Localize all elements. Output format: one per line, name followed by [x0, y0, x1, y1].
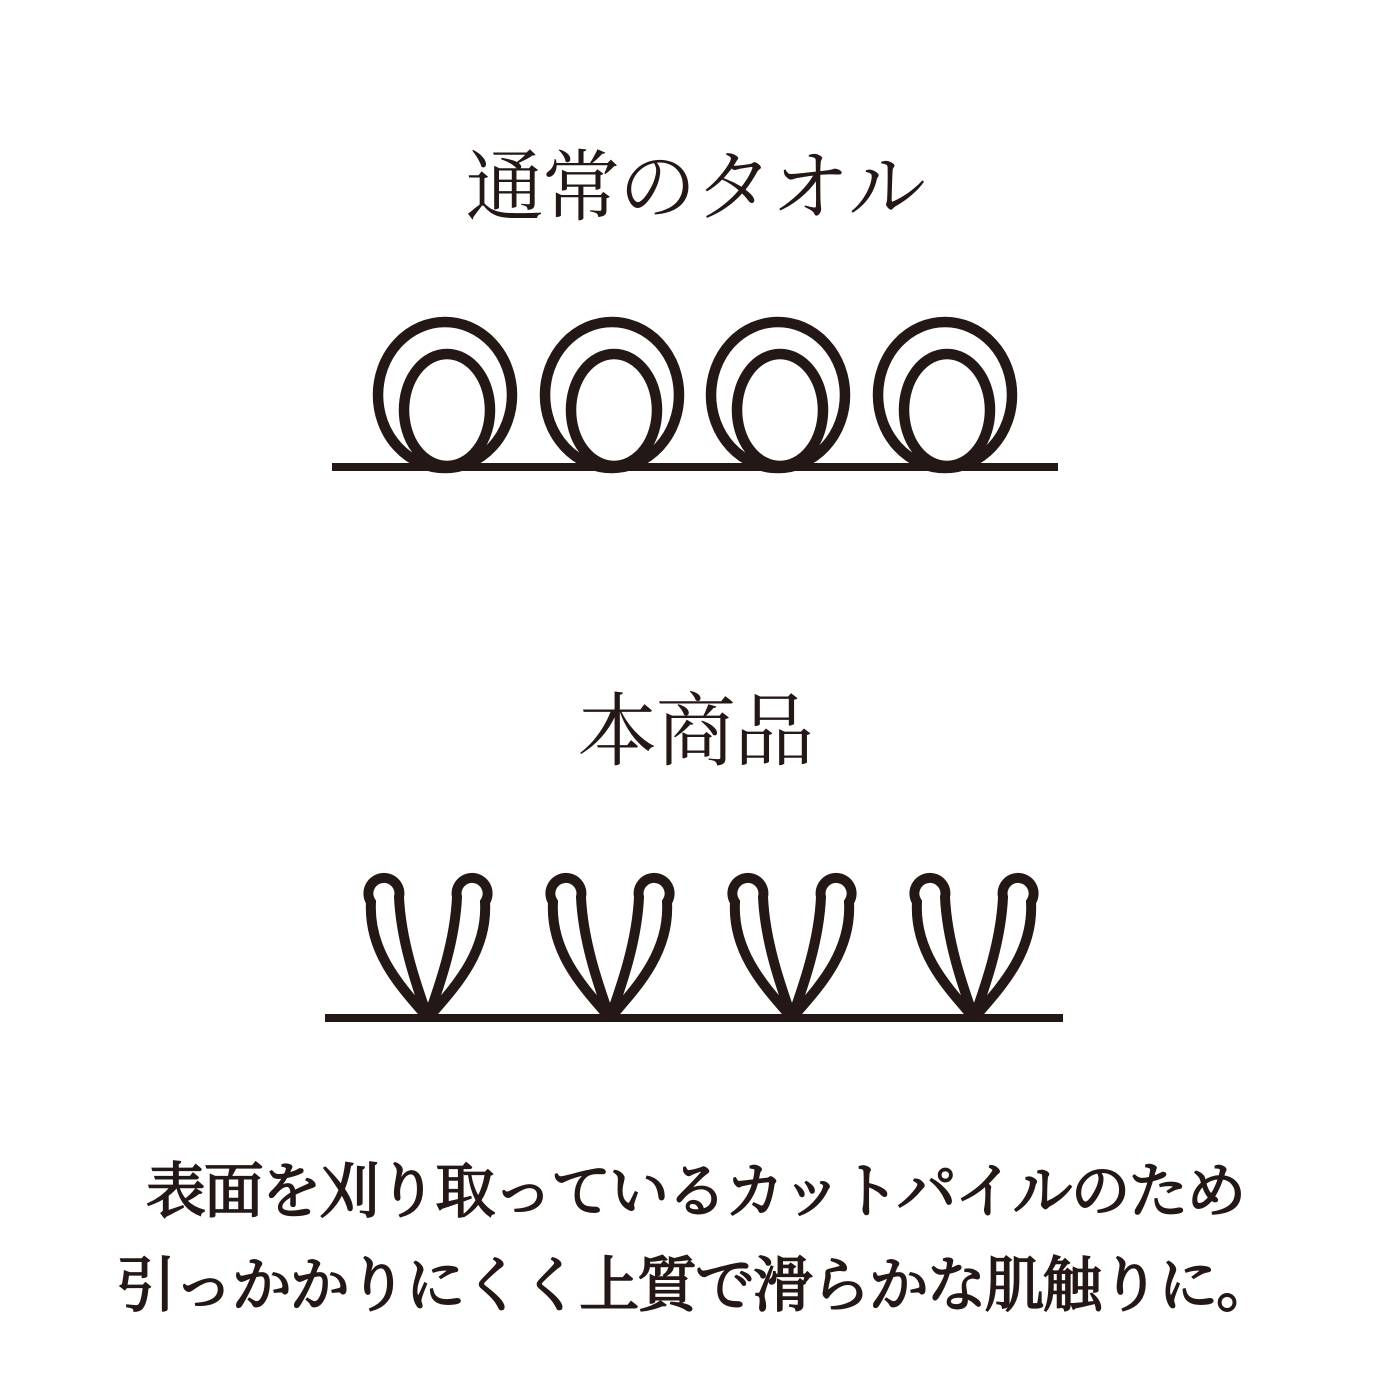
cut-pile-unit: [914, 878, 1033, 1018]
cut-pile-strand-left: [368, 878, 428, 1018]
loop-pile-inner-strand: [904, 354, 990, 466]
cut-pile-unit: [550, 878, 669, 1018]
cut-pile-strand-right: [792, 878, 852, 1018]
cut-pile-strand-right: [428, 878, 488, 1018]
cut-pile-unit: [732, 878, 851, 1018]
cut-pile-diagram: [325, 878, 1063, 1018]
cut-pile-strand-left: [914, 878, 974, 1018]
caption-line-2: 引っかかりにくく上質で滑らかな肌触りに。: [116, 1252, 1274, 1319]
regular-towel-title: 通常のタオル: [465, 143, 925, 231]
loop-pile-inner-strand: [404, 354, 490, 466]
cut-pile-strand-right: [610, 878, 670, 1018]
product-title: 本商品: [577, 687, 813, 776]
cut-pile-strand-right: [974, 878, 1034, 1018]
cut-pile-strand-left: [550, 878, 610, 1018]
caption-line-1: 表面を刈り取っているカットパイルのため: [145, 1158, 1245, 1225]
loop-pile-inner-strand: [737, 354, 823, 466]
loop-pile-inner-strand: [571, 354, 657, 466]
loop-pile-diagram: [332, 322, 1058, 468]
cut-pile-unit: [368, 878, 487, 1018]
cut-pile-strand-left: [732, 878, 792, 1018]
